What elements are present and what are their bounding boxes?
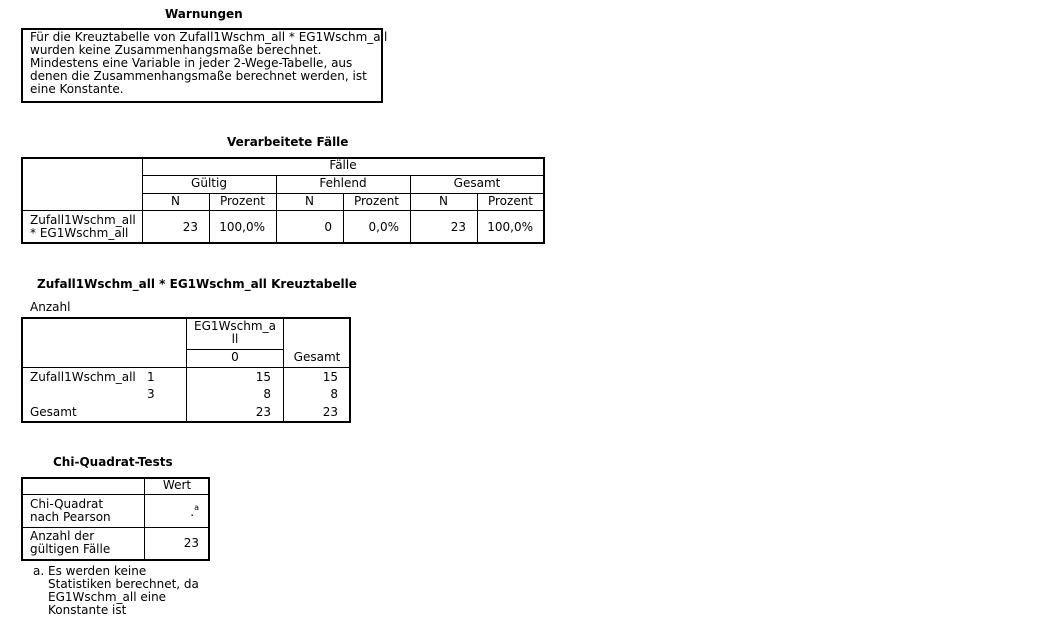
row-label: * EG1Wschm_all [30, 226, 129, 240]
chi-row-label: gültigen Fälle [30, 542, 111, 556]
header-valid: Gültig [191, 176, 227, 190]
processed-cases-title: Verarbeitete Fälle [227, 135, 349, 149]
chi-value-text: . [190, 505, 195, 519]
total-row-label: Gesamt [30, 405, 77, 419]
chi-value: 23 [183, 536, 199, 550]
table-divider [22, 210, 544, 211]
subheader-n: N [439, 194, 448, 208]
warnings-title: Warnungen [165, 7, 243, 21]
chi-square-title: Chi-Quadrat-Tests [53, 455, 173, 469]
cell-count: 23 [255, 405, 271, 419]
footnote-line: Statistiken berechnet, da [48, 577, 199, 591]
warning-text-line: eine Konstante. [30, 82, 124, 96]
chi-row-label: nach Pearson [30, 510, 111, 524]
cell-value: 0 [324, 220, 332, 234]
warning-text-line: wurden keine Zusammenhangsmaße berechnet. [30, 43, 322, 57]
cell-total: 23 [322, 405, 338, 419]
cell-count: 15 [255, 370, 271, 384]
subheader-n: N [171, 194, 180, 208]
footnote-marker: a [194, 503, 199, 512]
chi-row-label: Anzahl der [30, 529, 95, 543]
subheader-percent: Prozent [219, 194, 266, 208]
footnote-line: a. Es werden keine [33, 564, 147, 578]
header-cases: Fälle [329, 158, 357, 172]
cell-total: 8 [330, 387, 338, 401]
cell-value: 100,0% [219, 220, 265, 234]
chi-row-label: Chi-Quadrat [30, 497, 104, 511]
cell-value: 100,0% [487, 220, 533, 234]
row-var-label: Zufall1Wschm_all [30, 370, 136, 384]
col-var-label: EG1Wschm_a [194, 319, 276, 333]
row-label: Zufall1Wschm_all [30, 213, 136, 227]
crosstab-title: Zufall1Wschm_all * EG1Wschm_all Kreuztabelle [37, 277, 357, 291]
table-divider [22, 527, 209, 528]
col-value-label: 0 [231, 350, 239, 364]
warning-text-line: Für die Kreuztabelle von Zufall1Wschm_all * EG1Wschm_all [30, 30, 388, 44]
chi-value [145, 503, 199, 520]
subheader-n: N [305, 194, 314, 208]
total-col-header: Gesamt [293, 350, 341, 364]
row-value-label: 1 [147, 370, 155, 384]
col-var-label: ll [231, 332, 239, 346]
warning-text-line: denen die Zusammenhangsmaße berechnet werden, ist [30, 69, 367, 83]
crosstab-subtitle: Anzahl [30, 300, 71, 314]
cell-value: 0,0% [368, 220, 399, 234]
cell-count: 8 [263, 387, 271, 401]
header-value: Wert [162, 478, 192, 492]
cell-total: 15 [322, 370, 338, 384]
cell-value: 23 [182, 220, 198, 234]
subheader-percent: Prozent [353, 194, 400, 208]
footnote-line: EG1Wschm_all eine [48, 590, 167, 604]
warning-text-line: Mindestens eine Variable in jeder 2-Wege-Tabelle, aus [30, 56, 353, 70]
table-divider [22, 494, 209, 495]
cell-value: 23 [450, 220, 466, 234]
subheader-percent: Prozent [487, 194, 534, 208]
header-total: Gesamt [453, 176, 501, 190]
table-divider [22, 367, 350, 368]
header-missing: Fehlend [319, 176, 367, 190]
footnote-line: Konstante ist [48, 603, 127, 617]
row-value-label: 3 [147, 387, 155, 401]
